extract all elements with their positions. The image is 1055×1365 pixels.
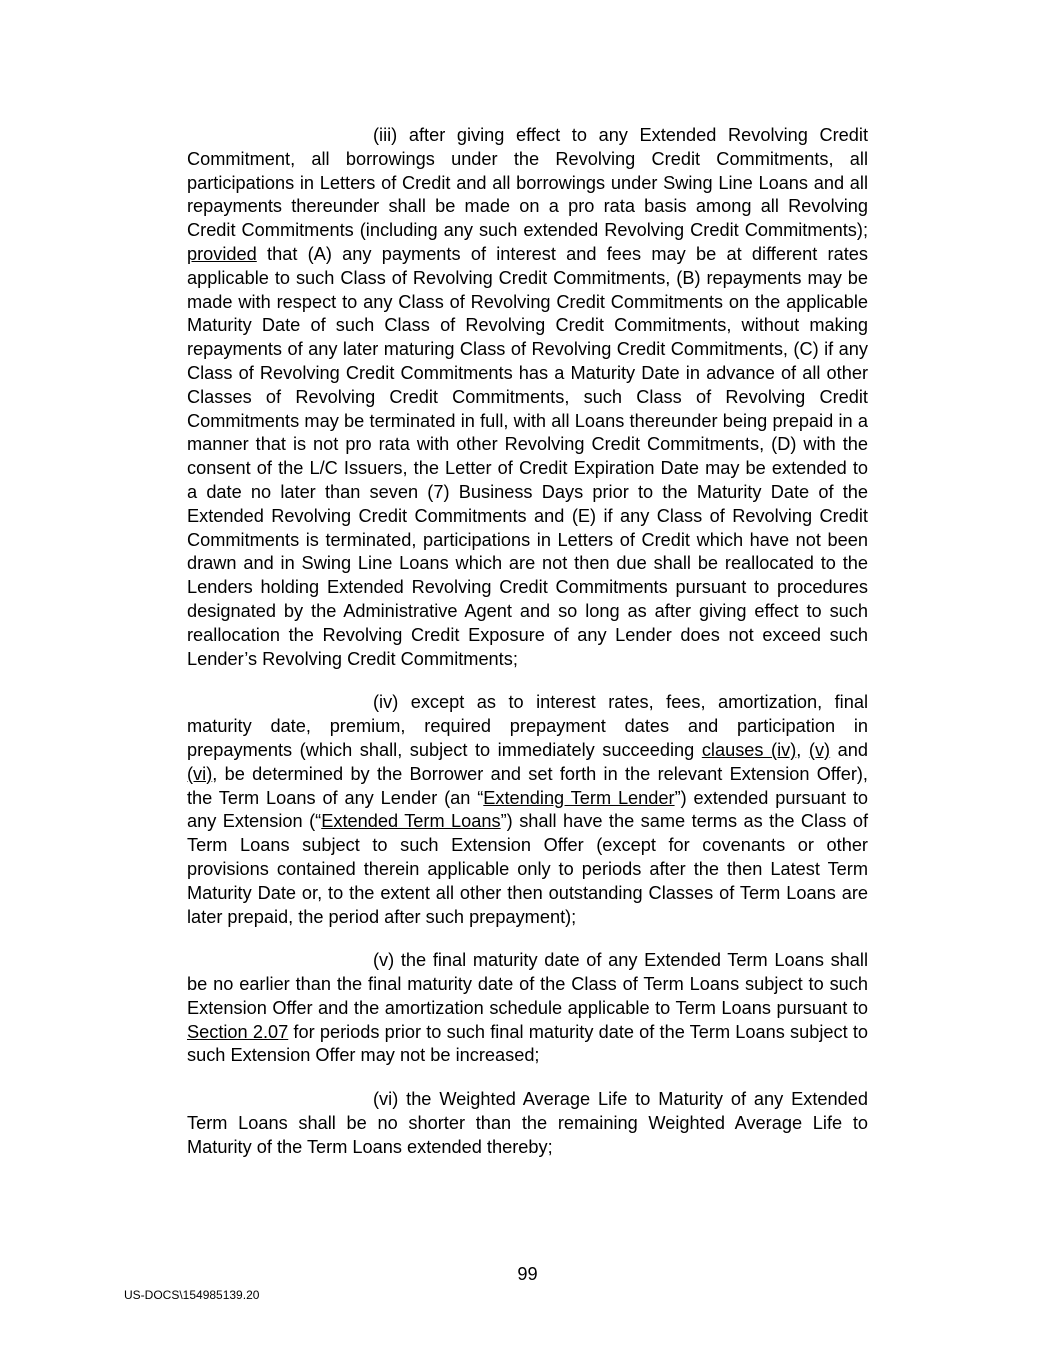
clause-vi-reference: (vi): [187, 763, 213, 784]
paragraph-vi-text: (vi) the Weighted Average Life to Maturity of any Extended Term Loans shall be no shorter than the remaining Weighted Average Life to Maturity of the Term Loans extended thereby;: [187, 1089, 868, 1157]
paragraph-vi: [187, 1088, 868, 1159]
paragraph-iii-text: (iii) after giving effect to any Extended Revolving Credit Commitment, all borrowings under the Revolving Credit Commitments, all participations in Letters of Credit and all borrowings under Swing Line Loans and all repayments thereunder shall be made on a pro rata basis among all Revolving Credit Commitments (including any such extended Revolving Credit Commitments);: [187, 125, 868, 241]
separator-1: ,: [796, 739, 809, 760]
document-body: [187, 124, 868, 1180]
extended-term-loans-term: Extended Term Loans: [321, 811, 501, 832]
paragraph-v: [187, 949, 868, 1068]
paragraph-v-text-2: for periods prior to such final maturity date of the Term Loans subject to such Extension Offer may not be increased;: [187, 1021, 868, 1066]
paragraph-v-text: (v) the final maturity date of any Extended Term Loans shall be no earlier than the final maturity date of the Class of Term Loans subject to such Extension Offer and the amortization schedule applicable to Term Loans pursuant to: [187, 950, 868, 1018]
paragraph-iv-text-4: ”) shall have the same terms as the Class of Term Loans subject to such Extension Offer (except for covenants or other provisions contained therein applicable only to periods after the then Latest Term Maturity Date or, to the extent all other then outstanding Classes of Term Loans are later prepaid, the period after such prepayment);: [187, 811, 868, 927]
paragraph-iv-text-3: ”) extended pursuant to any Extension (“: [187, 787, 868, 832]
paragraph-iv-text: (iv) except as to interest rates, fees, amortization, final maturity date, premium, required prepayment dates and participation in prepayments (which shall, subject to immediately succeeding: [187, 692, 868, 760]
page-number: 99: [517, 1264, 538, 1284]
paragraph-iv-text-2: , be determined by the Borrower and set forth in the relevant Extension Offer), the Term Loans of any Lender (an “: [187, 763, 868, 808]
paragraph-iii-text-2: that (A) any payments of interest and fees may be at different rates applicable to such Class of Revolving Credit Commitments, (B) repayments may be made with respect to any Class of Revolving Credit Commitments on the applicable Maturity Date of such Class of Revolving Credit Commitments, without making repayments of any later maturing Class of Revolving Credit Commitments, (C) if any Class of Revolving Credit Commitments has a Maturity Date in advance of all other Classes of Revolving Credit Commitments, such Class of Revolving Credit Commitments may be terminated in full, with all Loans thereunder being prepaid in a manner that is not pro rata with other Revolving Credit Commitments, (D) with the consent of the L/C Issuers, the Letter of Credit Expiration Date may be extended to a date no later than seven (7) Business Days prior to the Maturity Date of the Extended Revolving Credit Commitments and (E) if any Class of Revolving Credit Commitments is terminated, participations in Letters of Credit which have not been drawn and in Swing Line Loans which are not then due shall be reallocated to the Lenders holding Extended Revolving Credit Commitments pursuant to procedures designated by the Administrative Agent and so long as after giving effect to such reallocation the Revolving Credit Exposure of any Lender does not exceed such Lender’s Revolving Credit Commitments;: [187, 243, 868, 669]
document-id: US-DOCS\154985139.20: [124, 1288, 260, 1302]
clauses-iv-reference: clauses (iv): [701, 739, 797, 760]
separator-2: and: [830, 739, 869, 760]
extending-term-lender-term: Extending Term Lender: [483, 787, 675, 808]
provided-term: provided: [187, 243, 257, 264]
paragraph-iv: [187, 691, 868, 929]
clause-v-reference: (v): [808, 739, 831, 760]
section-2-07-reference: Section 2.07: [187, 1021, 289, 1042]
paragraph-iii: [187, 124, 868, 671]
